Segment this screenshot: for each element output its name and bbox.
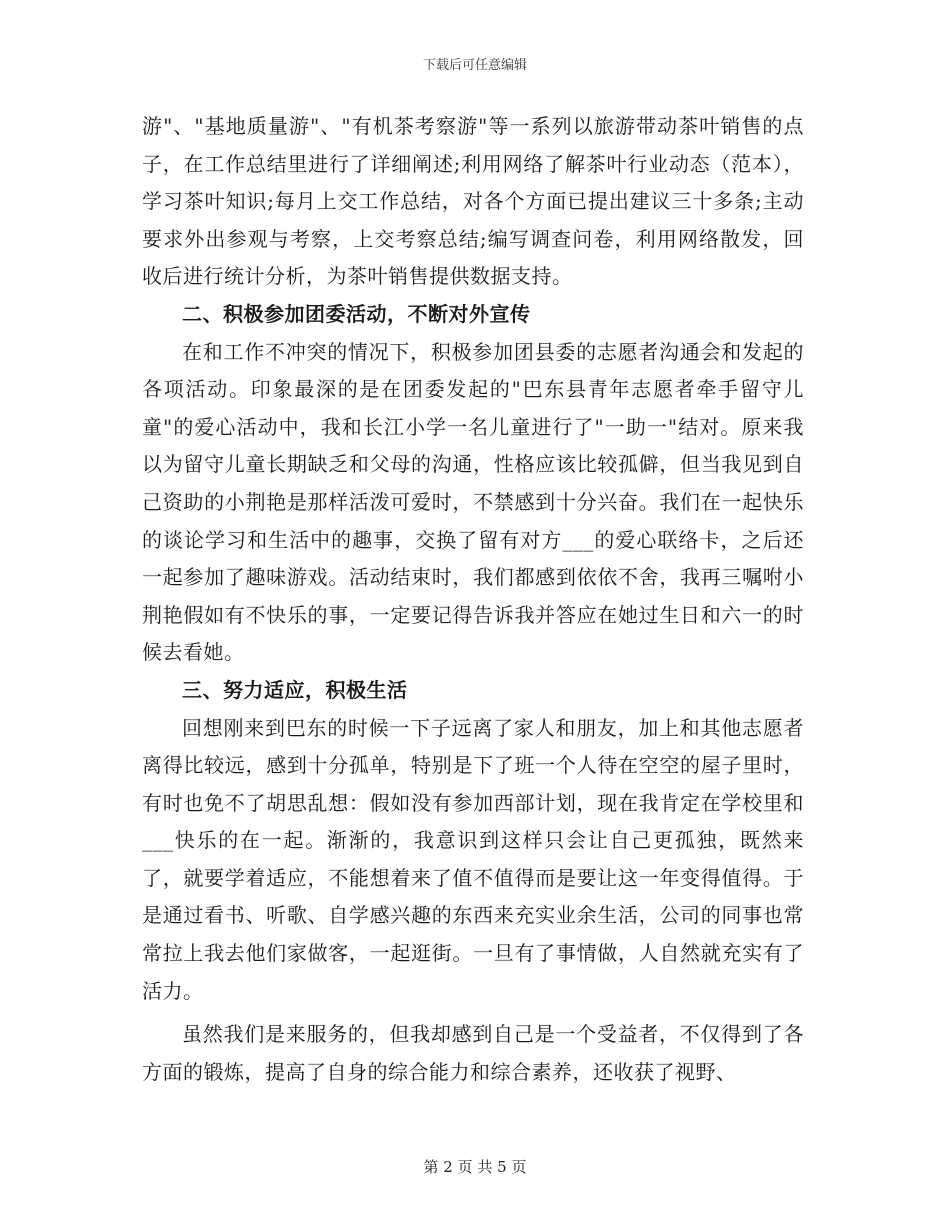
paragraph-4: 虽然我们是来服务的，但我却感到自己是一个受益者，不仅得到了各方面的锻炼，提高了自身的综合能力和综合素养，还收获了视野、	[142, 1022, 804, 1084]
paragraph-2: 在和工作不冲突的情况下，积极参加团县委的志愿者沟通会和发起的各项活动。印象最深的是在团委发起的"巴东县青年志愿者牵手留守儿童"的爱心活动中，我和长江小学一名儿童进行了"一助一"结对。原来我以为留守儿童长期缺乏和父母的沟通，性格应该比较孤僻，但当我见到自己资助的小荆艳是那样活泼可爱时，不禁感到十分兴奋。我们在一起快乐的谈论学习和生活中的趣事，交换了留有对方___的爱心联络卡，之后还一起参加了趣味游戏。活动结束时，我们都感到依依不舍，我再三嘱咐小荆艳假如有不快乐的事，一定要记得告诉我并答应在她过生日和六一的时候去看她。	[142, 339, 804, 665]
page-footer: 第 2 页 共 5 页	[423, 1158, 527, 1176]
document-body	[142, 108, 804, 1091]
section-heading-3: 三、努力适应，积极生活	[182, 677, 408, 702]
paragraph-3: 回想刚来到巴东的时候一下子远离了家人和朋友，加上和其他志愿者离得比较远，感到十分孤单，特别是下了班一个人待在空空的屋子里时，有时也免不了胡思乱想：假如没有参加西部计划，现在我肯定在学校里和___快乐的在一起。渐渐的，我意识到这样只会让自己更孤独，既然来了，就要学着适应，不能想着来了值不值得而是要让这一年变得值得。于是通过看书、听歌、自学感兴趣的东西来充实业余生活，公司的同事也常常拉上我去他们家做客，一起逛街。一旦有了事情做，人自然就充实有了活力。	[142, 715, 804, 1003]
page-header: 下载后可任意编辑	[422, 58, 527, 73]
section-heading-2: 二、积极参加团委活动，不断对外宣传	[182, 301, 531, 326]
paragraph-1: 游"、"基地质量游"、"有机茶考察游"等一系列以旅游带动茶叶销售的点子，在工作总结里进行了详细阐述;利用网络了解茶叶行业动态（范本），学习茶叶知识;每月上交工作总结，对各个方面已提出建议三十多条;主动要求外出参观与考察，上交考察总结;编写调查问卷，利用网络散发，回收后进行统计分析，为茶叶销售提供数据支持。	[142, 114, 804, 289]
